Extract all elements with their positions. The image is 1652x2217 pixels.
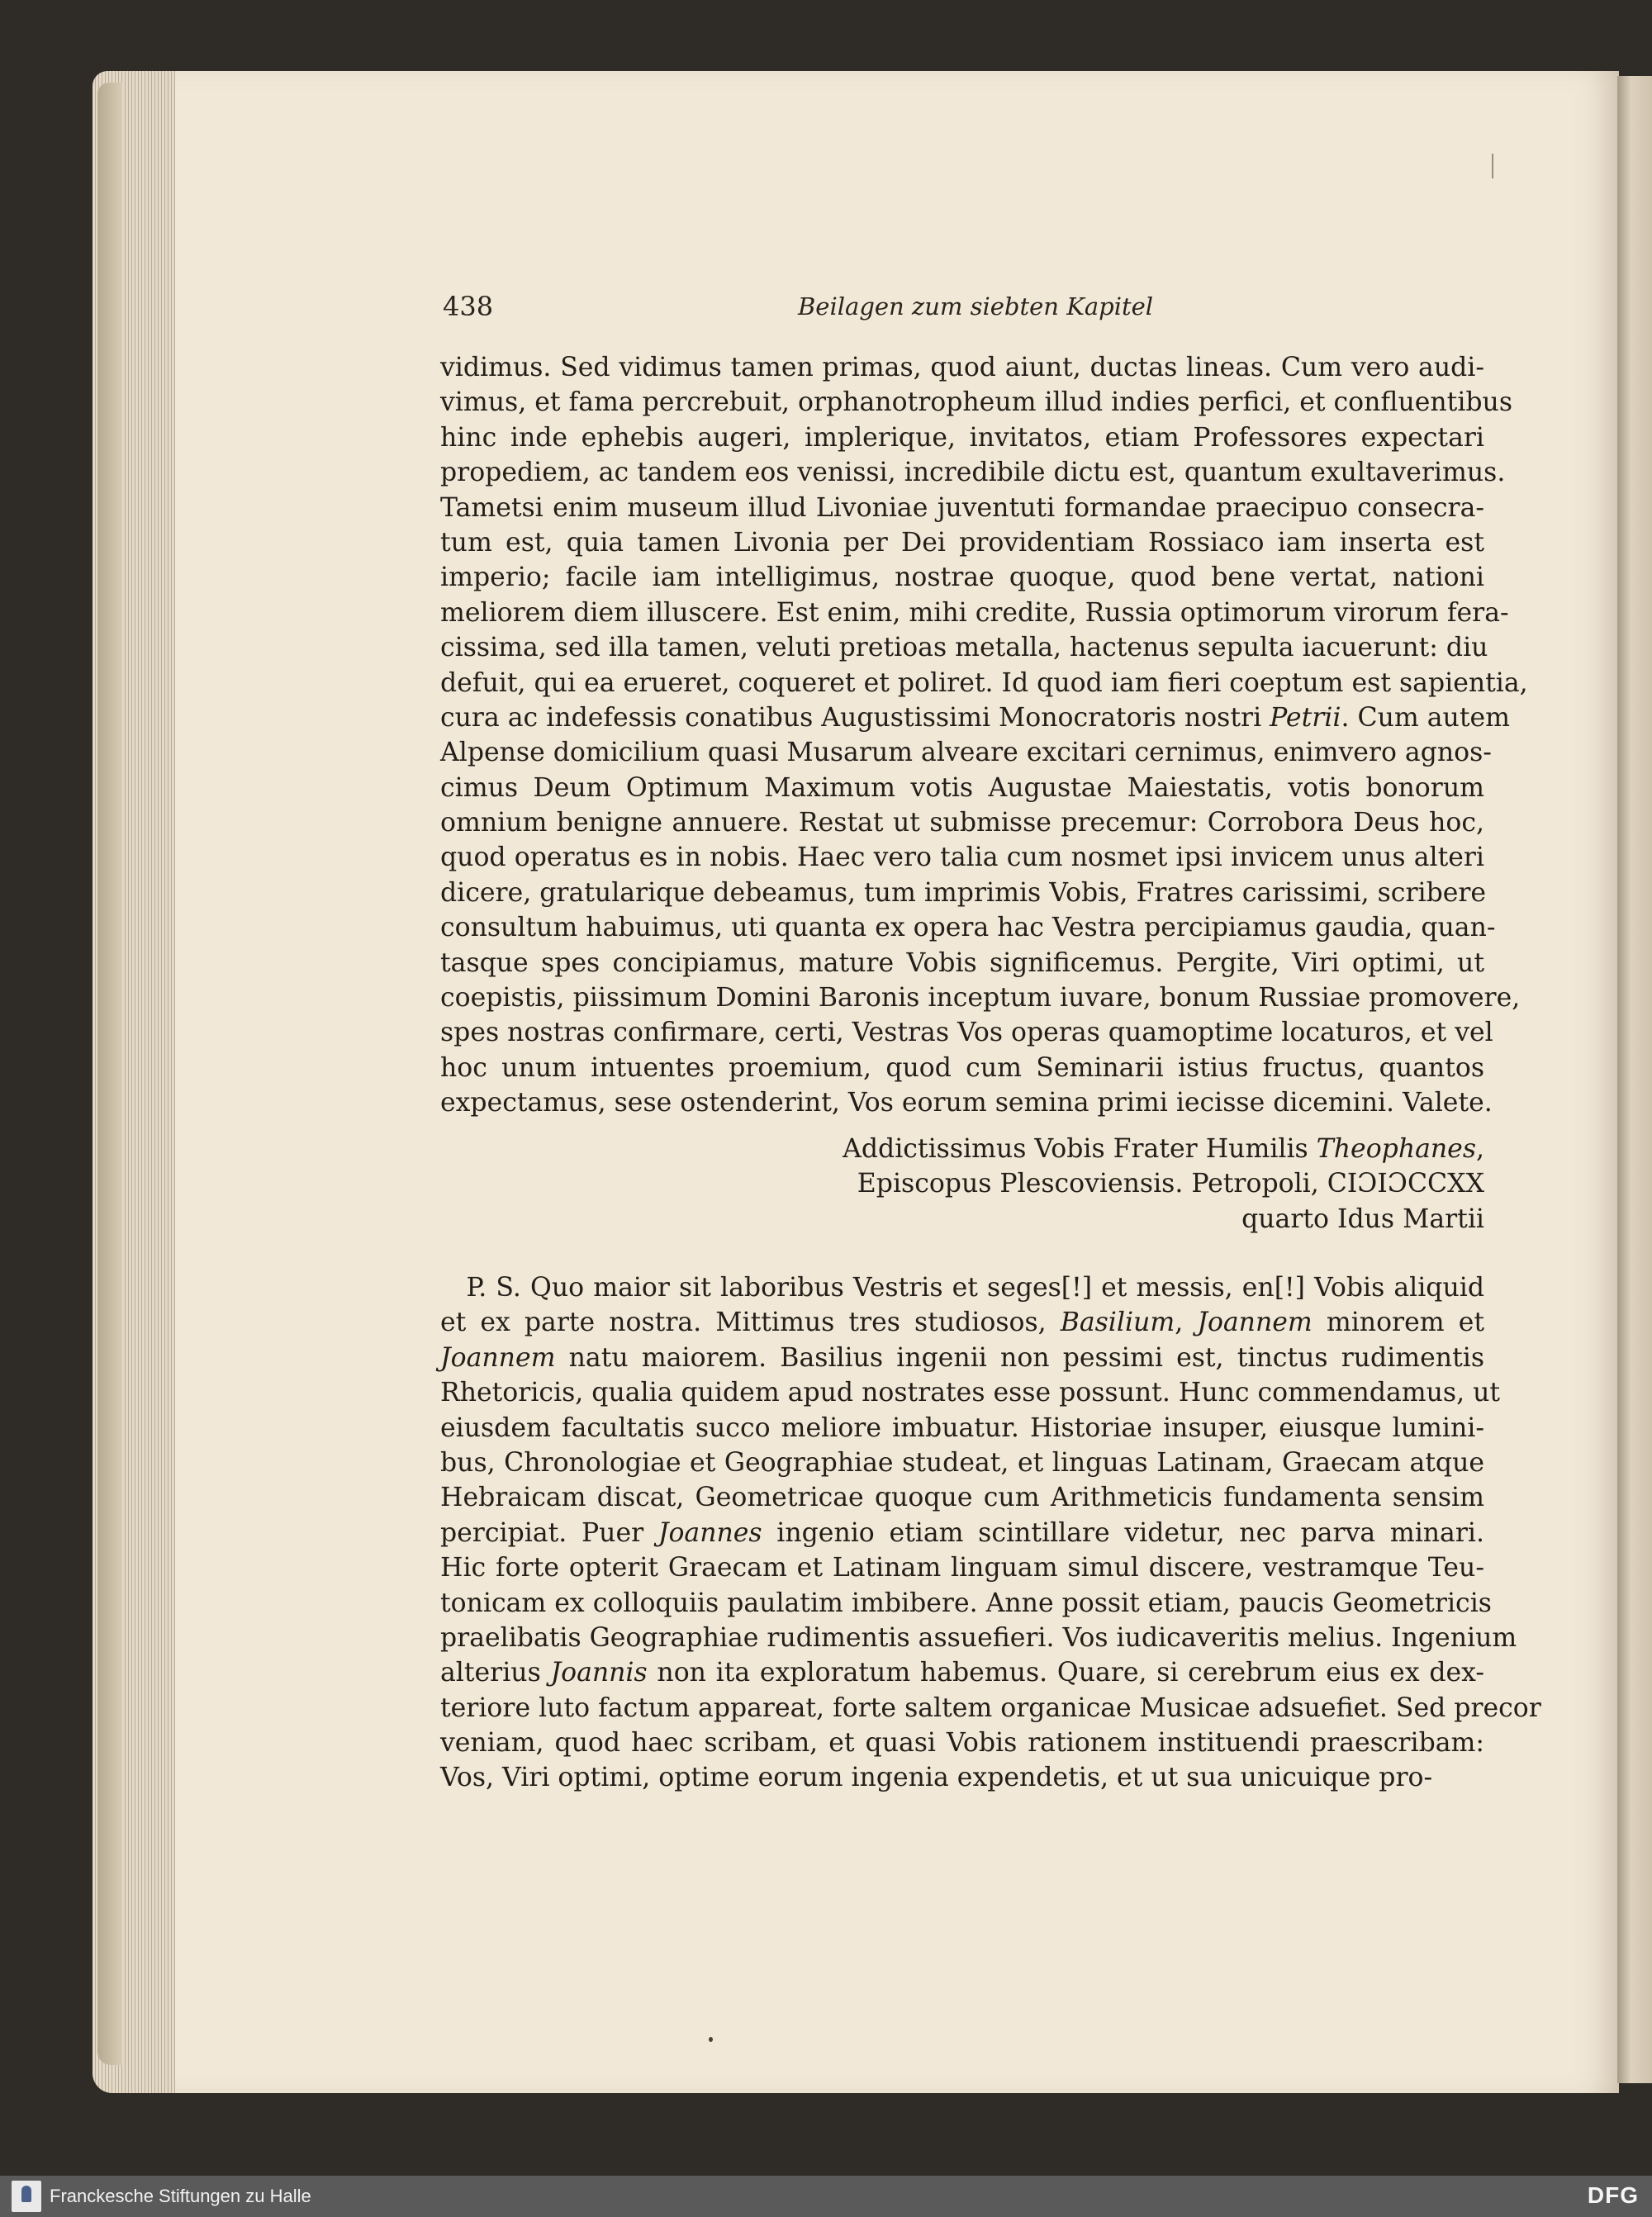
running-head [443, 291, 1483, 324]
text-line [440, 1341, 1484, 1375]
text-line [440, 1516, 1484, 1550]
text-line [440, 1655, 1484, 1690]
text-run: spes nostras confirmare, certi, Vestras Vos operas quamoptime locaturos, et vel [440, 1018, 1493, 1048]
viewer-footer-bar [0, 2176, 1652, 2217]
text-run: percipiat. Puer [440, 1517, 658, 1548]
text-run: tum est, quia tamen Livonia per Dei providentiam Rossiaco iam inserta est [440, 527, 1484, 558]
text-run: Episcopus Plescoviensis. Petropoli, CIƆIƆCCXX [857, 1169, 1484, 1199]
text-run: non ita exploratum habemus. Quare, si cerebrum eius ex dex- [647, 1658, 1484, 1688]
text-line [440, 1621, 1517, 1655]
facing-page-edge [1617, 76, 1652, 2083]
dfg-logo[interactable]: DFG [1587, 2182, 1639, 2208]
text-line [440, 876, 1487, 910]
text-line [793, 1132, 1484, 1166]
book-cover-edge [97, 83, 122, 2065]
text-line [440, 700, 1510, 735]
text-run: vidimus. Sed vidimus tamen primas, quod aiunt, ductas lineas. Cum vero audi- [440, 353, 1484, 382]
text-line [793, 1166, 1484, 1201]
text-line [440, 1550, 1484, 1585]
text-line [440, 1691, 1541, 1726]
text-line [440, 1480, 1484, 1515]
text-line [440, 350, 1484, 385]
text-run: , [1175, 1308, 1198, 1338]
text-line [440, 525, 1484, 560]
text-line [440, 1305, 1484, 1340]
text-run: Tametsi enim museum illud Livoniae juventuti formandae praecipuo consecra- [440, 492, 1484, 523]
text-run: expectamus, sese ostenderint, Vos eorum semina primi iecisse dicemini. Valete. [440, 1088, 1493, 1118]
italic-name: Joannem [440, 1342, 556, 1373]
italic-name: Joannes [657, 1517, 762, 1548]
text-line [440, 560, 1484, 595]
text-run: quarto Idus Martii [1241, 1203, 1484, 1234]
institution-name-link[interactable]: Franckesche Stiftungen zu Halle [50, 2186, 311, 2206]
text-run: consultum habuimus, uti quanta ex opera hac Vestra percipiamus gaudia, quan- [440, 913, 1496, 943]
text-line [440, 666, 1528, 700]
text-run: vimus, et fama percrebuit, orphanotropheum illud indies perfici, et confluentibus [440, 387, 1513, 418]
text-line [440, 805, 1484, 840]
text-line [440, 1051, 1484, 1085]
text-line [440, 735, 1492, 770]
text-line [440, 1446, 1484, 1480]
text-line [440, 1015, 1493, 1050]
text-run: dicere, gratularique debeamus, tum imprimis Vobis, Fratres carissimi, scribere [440, 877, 1487, 908]
letter-signature [793, 1132, 1484, 1237]
italic-name: Joannis [550, 1658, 648, 1688]
text-line [440, 1085, 1493, 1120]
text-line [440, 910, 1496, 945]
text-line [440, 491, 1484, 525]
text-run: natu maiorem. Basilius ingenii non pessimi est, tinctus rudimentis [555, 1342, 1484, 1373]
text-run: praelibatis Geographiae rudimentis assuefieri. Vos iudicaveritis melius. Ingenium [440, 1622, 1517, 1653]
text-line [793, 1202, 1484, 1237]
italic-name: Theophanes [1316, 1134, 1476, 1164]
text-line [440, 1726, 1484, 1760]
text-line [440, 385, 1513, 420]
ink-speck [709, 2037, 713, 2042]
text-line [440, 1270, 1484, 1305]
text-line [440, 1586, 1492, 1621]
text-run: Addictissimus Vobis Frater Humilis [843, 1134, 1317, 1164]
text-run: imperio; facile iam intelligimus, nostrae quoque, quod bene vertat, nationi [440, 563, 1484, 593]
text-line [440, 630, 1488, 665]
italic-name: Basilium [1060, 1308, 1175, 1338]
text-run: Hebraicam discat, Geometricae quoque cum Arithmeticis fundamenta sensim [440, 1483, 1484, 1513]
text-run: ingenio etiam scintillare videtur, nec parva minari. [762, 1517, 1484, 1548]
text-run: coepistis, piissimum Domini Baronis inceptum iuvare, bonum Russiae promovere, [440, 983, 1521, 1014]
text-run: P. S. Quo maior sit laboribus Vestris et seges[!] et messis, en[!] Vobis aliquid [440, 1273, 1484, 1303]
text-run: Rhetoricis, qualia quidem apud nostrates esse possunt. Hunc commendamus, ut [440, 1378, 1501, 1408]
page-number: 438 [443, 291, 494, 322]
text-run: Alpense domicilium quasi Musarum alveare excitari cernimus, enimvero agnos- [440, 738, 1492, 768]
text-run: et ex parte nostra. Mittimus tres studiosos, [440, 1308, 1061, 1338]
text-line [440, 980, 1521, 1015]
italic-name: Joannem [1197, 1308, 1313, 1338]
text-run: Vos, Viri optimi, optime eorum ingenia expendetis, et ut sua unicuique pro- [440, 1763, 1433, 1793]
text-run: cissima, sed illa tamen, veluti pretioas metalla, hactenus sepulta iacuerunt: diu [440, 633, 1488, 663]
text-line [440, 946, 1484, 980]
letter-body [440, 350, 1528, 1121]
italic-name: Petrii [1270, 702, 1341, 733]
text-line [440, 1411, 1484, 1446]
text-run: propediem, ac tandem eos venissi, incredibile dictu est, quantum exultaverimus. [440, 458, 1506, 488]
text-run: cimus Deum Optimum Maximum votis Augustae Maiestatis, votis bonorum [440, 772, 1484, 803]
text-line [440, 1375, 1501, 1410]
text-line [440, 840, 1484, 875]
text-run: teriore luto factum appareat, forte saltem organicae Musicae adsuefiet. Sed precor [440, 1692, 1541, 1723]
text-line [440, 455, 1506, 490]
text-run: tasque spes concipiamus, mature Vobis significemus. Pergite, Viri optimi, ut [440, 947, 1484, 978]
text-run: quod operatus es in nobis. Haec vero talia cum nosmet ipsi invicem unus alteri [440, 843, 1484, 873]
text-line [440, 420, 1484, 455]
text-run: omnium benigne annuere. Restat ut submisse precemur: Corrobora Deus hoc, [440, 808, 1484, 838]
text-run: eiusdem facultatis succo meliore imbuatur. Historiae insuper, eiusque lumini- [440, 1412, 1484, 1443]
text-run: veniam, quod haec scribam, et quasi Vobis rationem instituendi praescribam: [440, 1728, 1484, 1759]
text-run: cura ac indefessis conatibus Augustissimi Monocratoris nostri [440, 702, 1270, 733]
text-line [440, 596, 1509, 630]
text-run: alterius [440, 1658, 551, 1688]
text-run: , [1475, 1134, 1484, 1164]
text-run: . Cum autem [1341, 702, 1510, 733]
text-line [440, 1760, 1484, 1795]
text-run: tonicam ex colloquiis paulatim imbibere. Anne possit etiam, paucis Geometricis [440, 1588, 1492, 1618]
institution-logo-icon[interactable] [12, 2181, 41, 2212]
text-run: hoc unum intuentes proemium, quod cum Seminarii istius fructus, quantos [440, 1052, 1484, 1083]
text-run: defuit, qui ea erueret, coqueret et poliret. Id quod iam fieri coeptum est sapientia, [440, 667, 1528, 698]
text-run: meliorem diem illuscere. Est enim, mihi credite, Russia optimorum virorum fera- [440, 597, 1509, 628]
running-head-title: Beilagen zum siebten Kapitel [798, 292, 1154, 320]
text-run: minorem et [1312, 1308, 1485, 1338]
postscript-paragraph [440, 1270, 1541, 1796]
text-line [440, 771, 1484, 805]
text-run: hinc inde ephebis augeri, implerique, invitatos, etiam Professores expectari [440, 422, 1484, 453]
text-run: bus, Chronologiae et Geographiae studeat, et linguas Latinam, Graecam atque [440, 1447, 1484, 1478]
gutter-mark [1492, 154, 1493, 178]
text-run: Hic forte opterit Graecam et Latinam linguam simul discere, vestramque Teu- [440, 1553, 1484, 1583]
